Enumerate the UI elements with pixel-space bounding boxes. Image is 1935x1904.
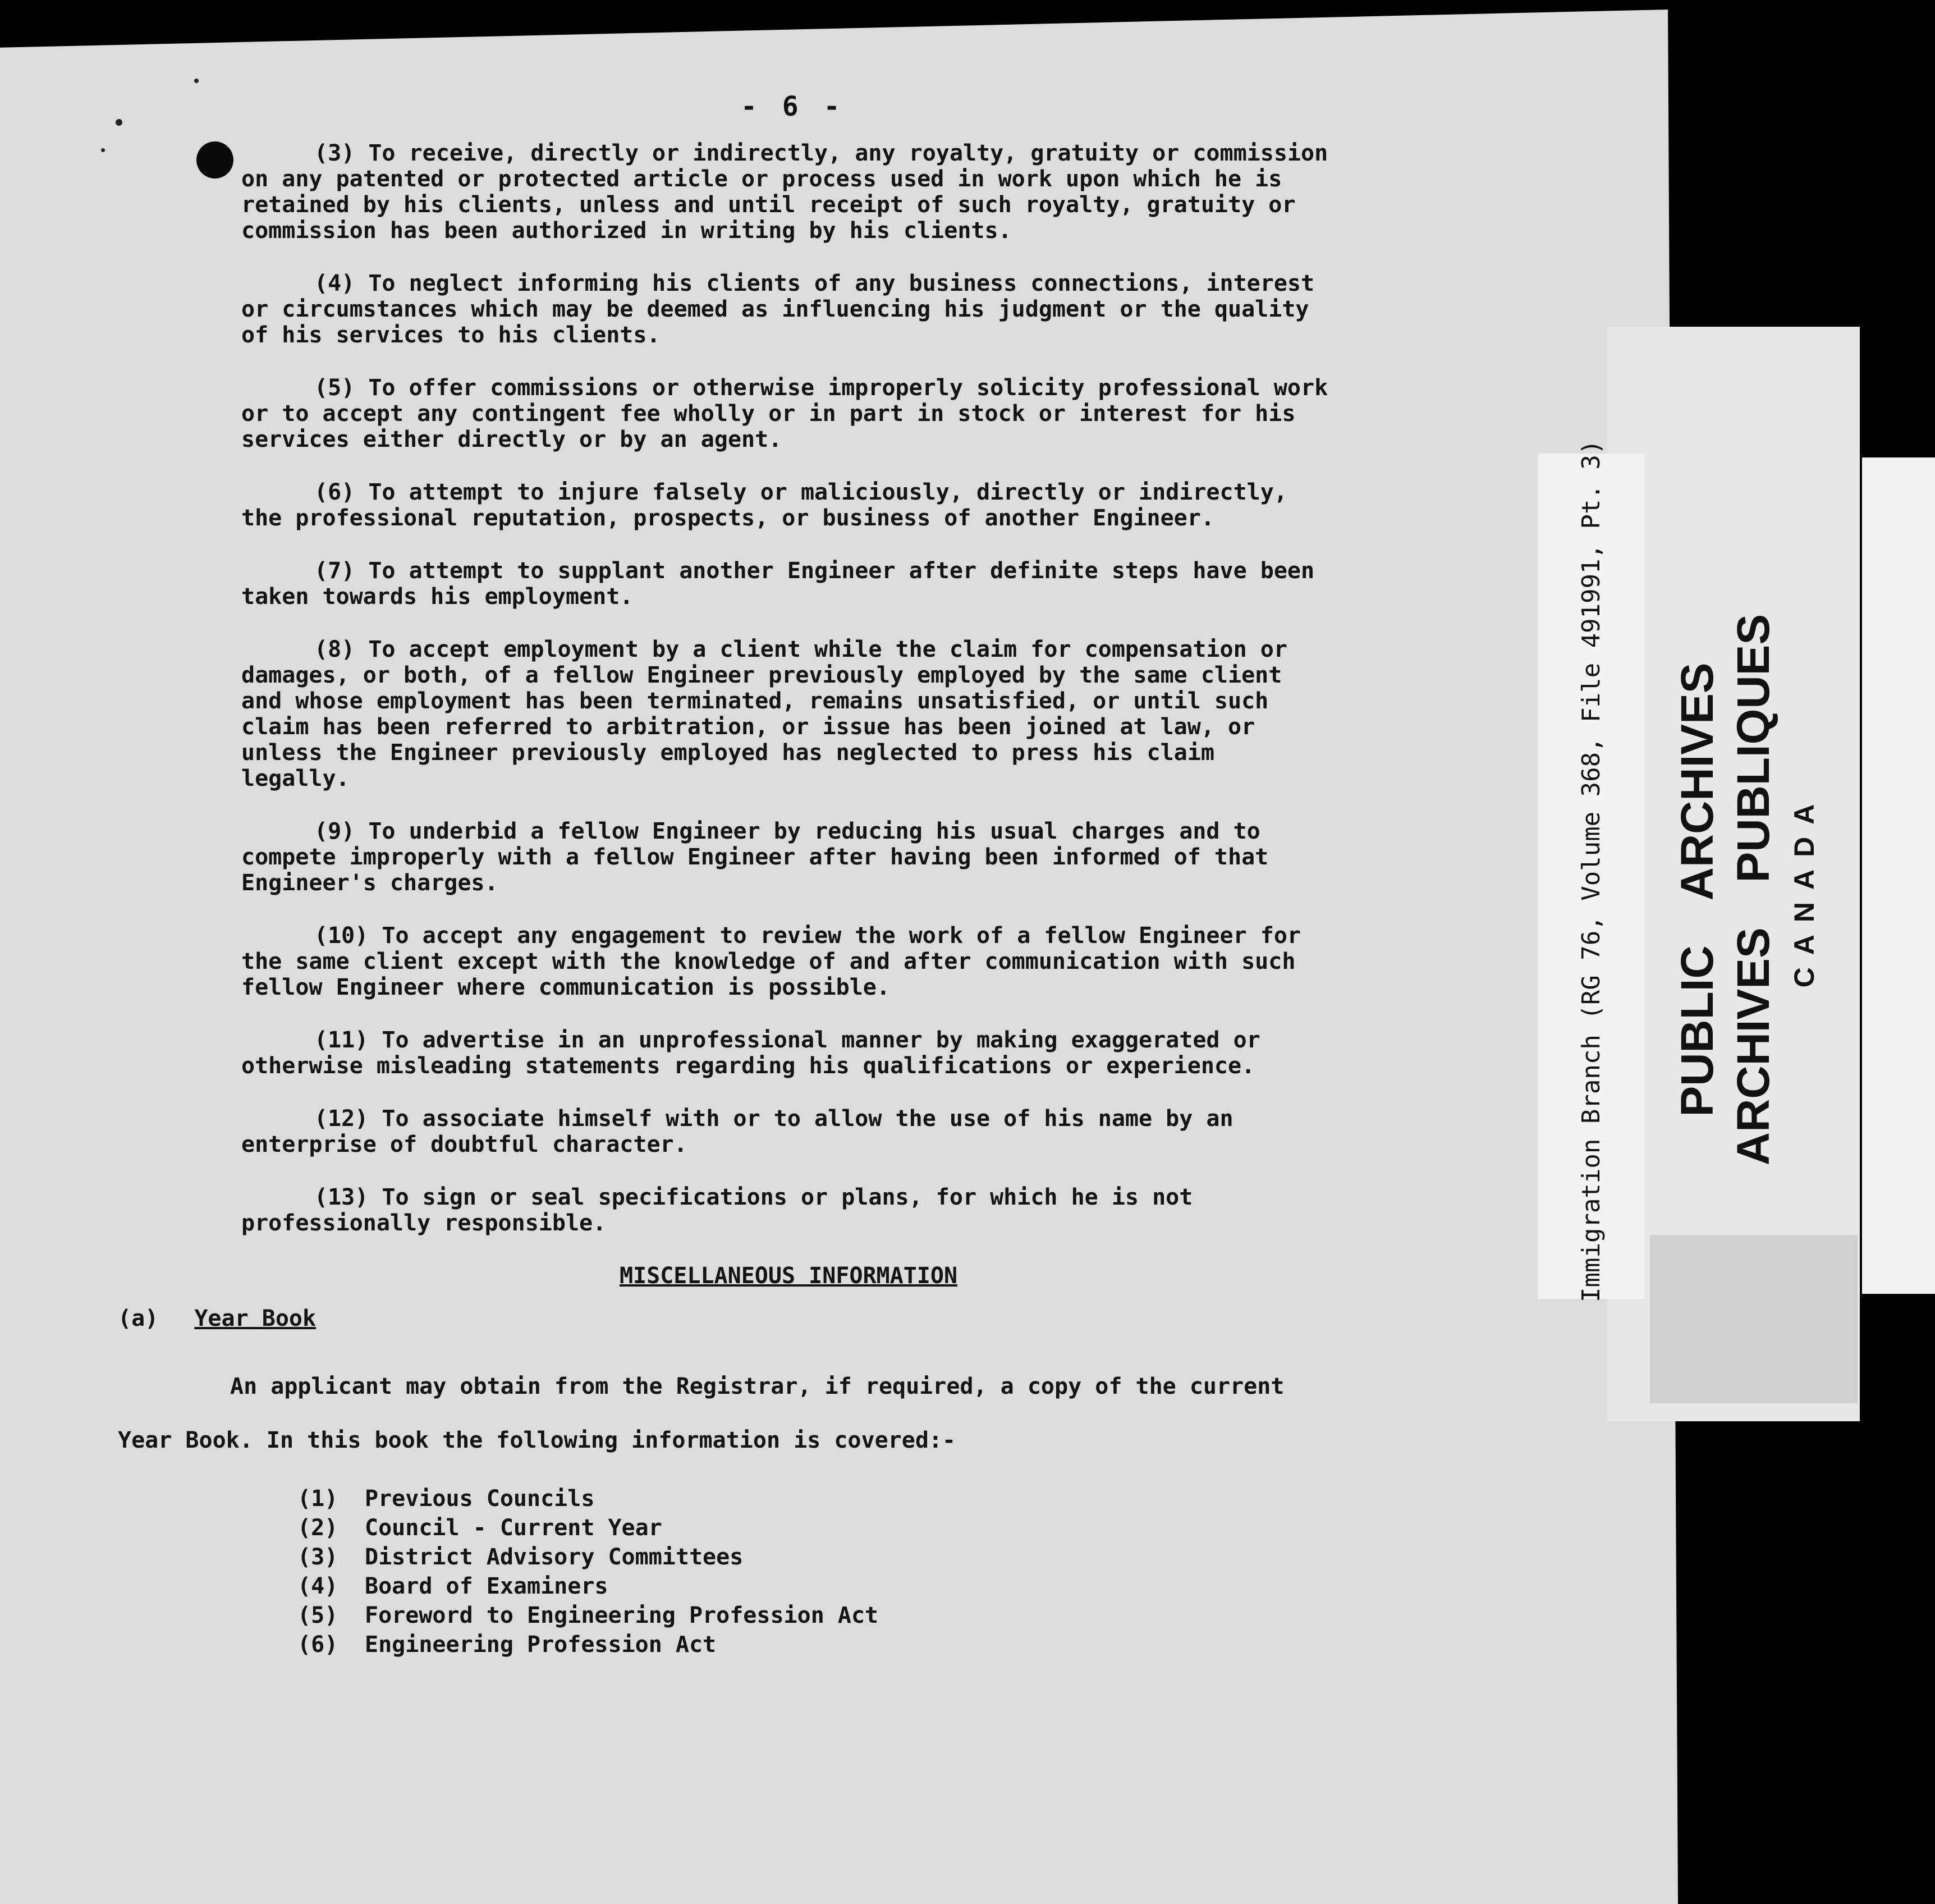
list-item: (6) Engineering Profession Act (297, 1632, 717, 1658)
section-heading: MISCELLANEOUS INFORMATION (619, 1263, 958, 1289)
list-item: (2) Council - Current Year (297, 1515, 662, 1541)
speck (116, 119, 122, 126)
page-number: - 6 - (741, 91, 845, 122)
punch-hole (196, 141, 233, 178)
clause-13: (13) To sign or seal specifications or plans, for which he is not professionally responsible. (241, 1184, 1193, 1236)
archive-label-right (1862, 457, 1935, 1294)
speck (194, 79, 199, 83)
clause-5: (5) To offer commissions or otherwise improperly solicity professional work or to accept any contingent fee wholly or in part in stock or interest for his services either directly or by an agent. (241, 375, 1328, 452)
speck (101, 148, 105, 152)
clause-12: (12) To associate himself with or to allow the use of his name by an enterprise of doubtful character. (241, 1106, 1234, 1157)
list-item: (3) District Advisory Committees (297, 1544, 744, 1570)
clause-7: (7) To attempt to supplant another Engineer after definite steps have been taken towards his employment. (241, 558, 1315, 610)
subsection-label: (a) (118, 1306, 159, 1331)
clause-10: (10) To accept any engagement to review the work of a fellow Engineer for the same client except with the knowledge of and after communication with such fellow Engineer where communication is possible. (241, 923, 1301, 1000)
clause-6: (6) To attempt to injure falsely or maliciously, directly or indirectly, the professional reputation, prospects, or business of another Engineer. (241, 479, 1287, 531)
subsection-heading (118, 1306, 1336, 1331)
document-body (118, 140, 1336, 1659)
year-book-list (297, 1484, 1336, 1659)
list-item: (1) Previous Councils (297, 1486, 595, 1512)
clause-9: (9) To underbid a fellow Engineer by reducing his usual charges and to compete improperly with a fellow Engineer after having been informed of that Engineer's charges. (241, 818, 1269, 896)
clause-4: (4) To neglect informing his clients of any business connections, interest or circumstances which may be deemed as influencing his judgment or the quality of his services to his clients. (241, 271, 1315, 348)
clause-11: (11) To advertise in an unprofessional manner by making exaggerated or otherwise misleading statements regarding his qualifications or experience. (241, 1027, 1260, 1079)
list-item: (4) Board of Examiners (297, 1573, 608, 1599)
list-item: (5) Foreword to Engineering Profession Act (297, 1603, 879, 1628)
subsection-title: Year Book (194, 1306, 317, 1331)
clause-3: (3) To receive, directly or indirectly, any royalty, gratuity or commission on any patented or protected article or process used in work upon which he is retained by his clients, unless and until receipt of such royalty, gratuity or commission has been authorized in writing by his clients. (241, 140, 1328, 244)
archive-reference: Immigration Branch (RG 76, Volume 368, File 491991, Pt. 3) (1577, 440, 1606, 1302)
archive-stamp: PUBLICARCHIVES ARCHIVESPUBLIQUES CANADA (1672, 614, 1820, 1166)
year-book-paragraph: An applicant may obtain from the Registrar, if required, a copy of the current Year Book. In this book the following information is covered:- (118, 1374, 1285, 1453)
clause-8: (8) To accept employment by a client while the claim for compensation or damages, or both, of a fellow Engineer previously employed by the same client and whose employment has been terminated, remains unsatisfied, or until such claim has been referred to arbitration, or issue has been joined at law, or unless the Engineer previously employed has neglected to press his claim legally. (241, 637, 1287, 791)
